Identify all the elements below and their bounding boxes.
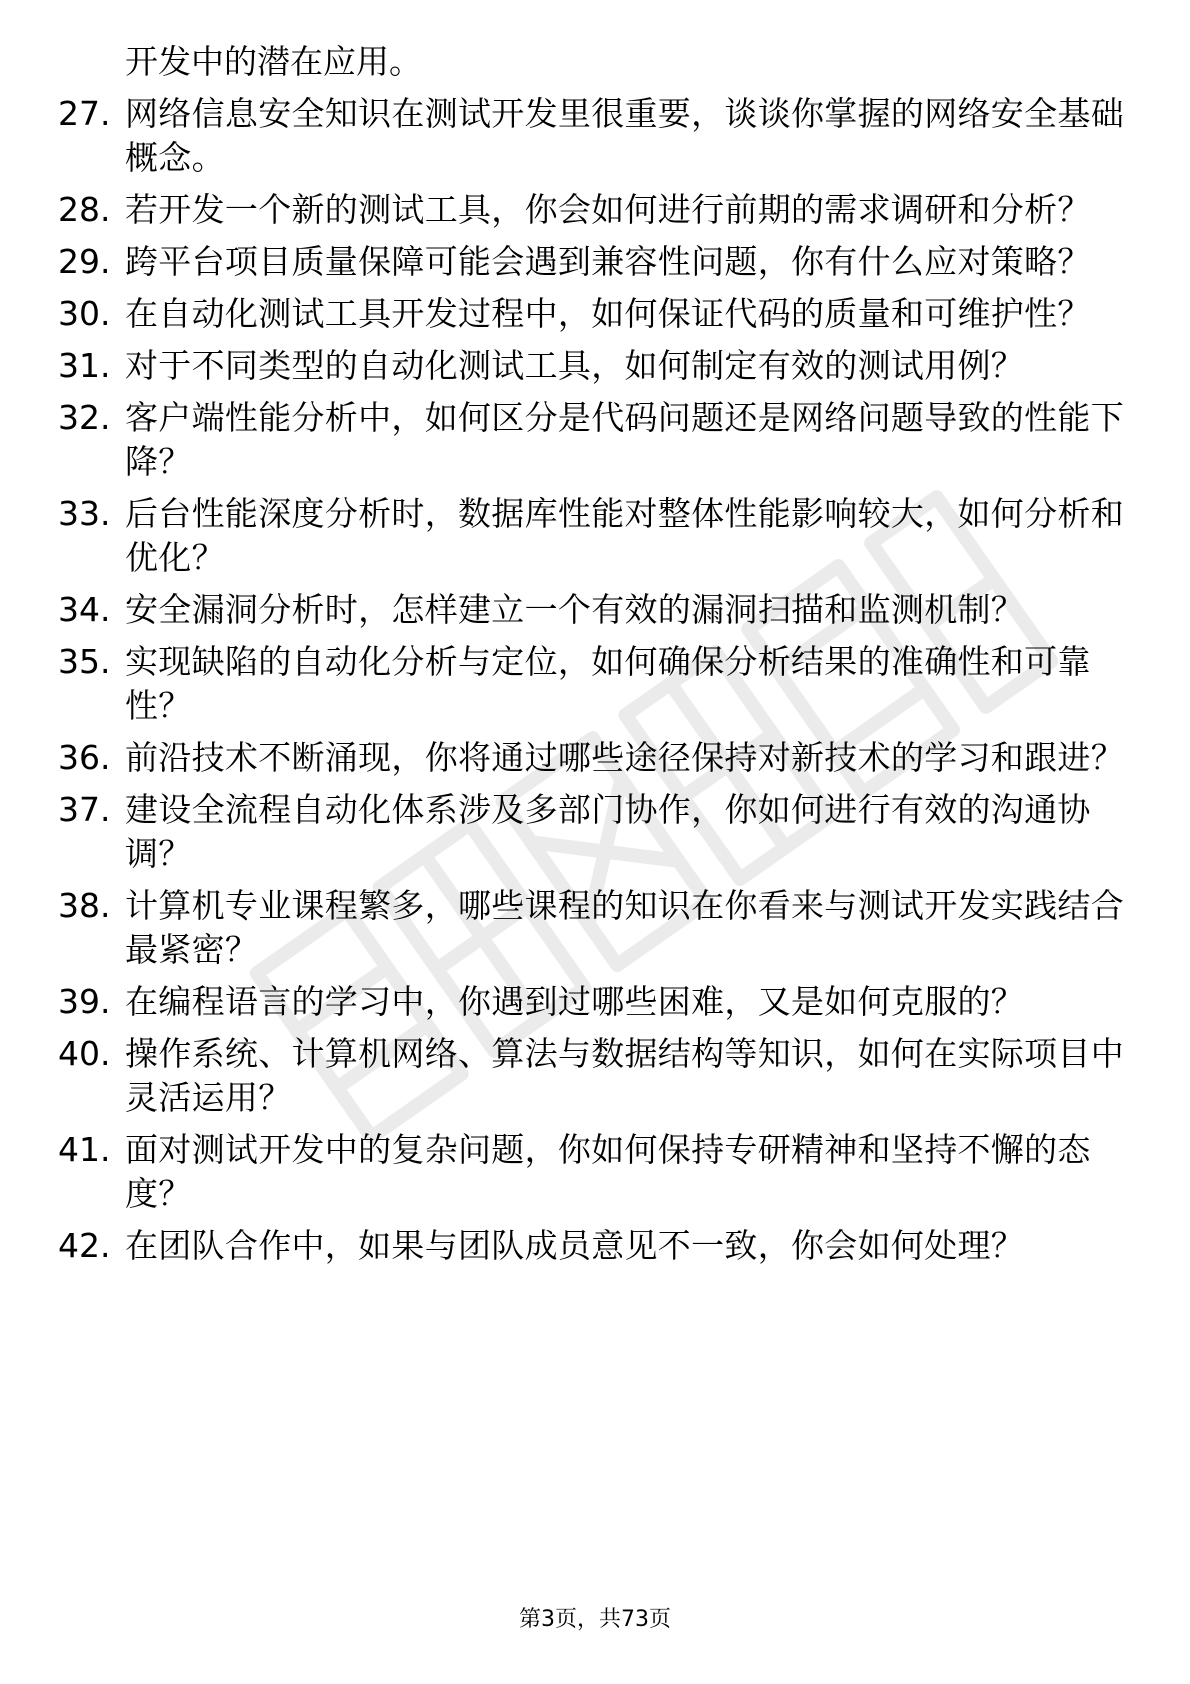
- question-number: 31.: [58, 346, 111, 385]
- list-item: [58, 92, 1128, 180]
- question-text: 前沿技术不断涌现，你将通过哪些途径保持对新技术的学习和跟进？: [125, 738, 1124, 777]
- list-item: [58, 640, 1128, 728]
- question-text: 在编程语言的学习中，你遇到过哪些困难，又是如何克服的？: [125, 982, 1025, 1021]
- list-item: [58, 736, 1128, 780]
- list-item: [58, 1224, 1128, 1268]
- list-item: [58, 788, 1128, 876]
- question-text: 网络信息安全知识在测试开发里很重要，谈谈你掌握的网络安全基础概念。: [125, 94, 1124, 177]
- question-text: 若开发一个新的测试工具，你会如何进行前期的需求调研和分析？: [125, 190, 1091, 229]
- question-text: 跨平台项目质量保障可能会遇到兼容性问题，你有什么应对策略？: [125, 242, 1091, 281]
- list-item: [58, 292, 1128, 336]
- question-text: 客户端性能分析中，如何区分是代码问题还是网络问题导致的性能下降？: [125, 398, 1124, 481]
- question-number: 30.: [58, 294, 111, 333]
- question-text: 后台性能深度分析时，数据库性能对整体性能影响较大，如何分析和优化？: [125, 494, 1124, 577]
- question-number: 27.: [58, 94, 111, 133]
- question-text: 对于不同类型的自动化测试工具，如何制定有效的测试用例？: [125, 346, 1025, 385]
- list-item: [58, 344, 1128, 388]
- question-text: 计算机专业课程繁多，哪些课程的知识在你看来与测试开发实践结合最紧密？: [125, 886, 1124, 969]
- list-item: [58, 980, 1128, 1024]
- list-item: [58, 588, 1128, 632]
- question-number: 40.: [58, 1034, 111, 1073]
- question-text: 建设全流程自动化体系涉及多部门协作，你如何进行有效的沟通协调？: [125, 790, 1091, 873]
- question-text: 实现缺陷的自动化分析与定位，如何确保分析结果的准确性和可靠性？: [125, 642, 1091, 725]
- question-number: 32.: [58, 398, 111, 437]
- question-content: [58, 40, 1128, 1276]
- list-item: [58, 188, 1128, 232]
- question-text: 安全漏洞分析时，怎样建立一个有效的漏洞扫描和监测机制？: [125, 590, 1025, 629]
- list-item: [58, 492, 1128, 580]
- question-number: 29.: [58, 242, 111, 281]
- question-number: 36.: [58, 738, 111, 777]
- question-text: 在团队合作中，如果与团队成员意见不一致，你会如何处理？: [125, 1226, 1025, 1265]
- continued-line: 开发中的潜在应用。: [125, 42, 422, 81]
- list-item: [58, 396, 1128, 484]
- question-list: [58, 92, 1128, 1268]
- question-number: 33.: [58, 494, 111, 533]
- question-number: 37.: [58, 790, 111, 829]
- question-text: 操作系统、计算机网络、算法与数据结构等知识，如何在实际项目中灵活运用？: [125, 1034, 1124, 1117]
- list-item: [58, 884, 1128, 972]
- list-item: [58, 1128, 1128, 1216]
- question-number: 35.: [58, 642, 111, 681]
- list-item: [58, 240, 1128, 284]
- list-item: [58, 1032, 1128, 1120]
- page-footer: 第3页，共73页: [519, 1607, 671, 1632]
- question-number: 39.: [58, 982, 111, 1021]
- question-number: 41.: [58, 1130, 111, 1169]
- question-text: 面对测试开发中的复杂问题，你如何保持专研精神和坚持不懈的态度？: [125, 1130, 1091, 1213]
- question-number: 28.: [58, 190, 111, 229]
- question-number: 42.: [58, 1226, 111, 1265]
- question-number: 34.: [58, 590, 111, 629]
- question-text: 在自动化测试工具开发过程中，如何保证代码的质量和可维护性？: [125, 294, 1091, 333]
- question-number: 38.: [58, 886, 111, 925]
